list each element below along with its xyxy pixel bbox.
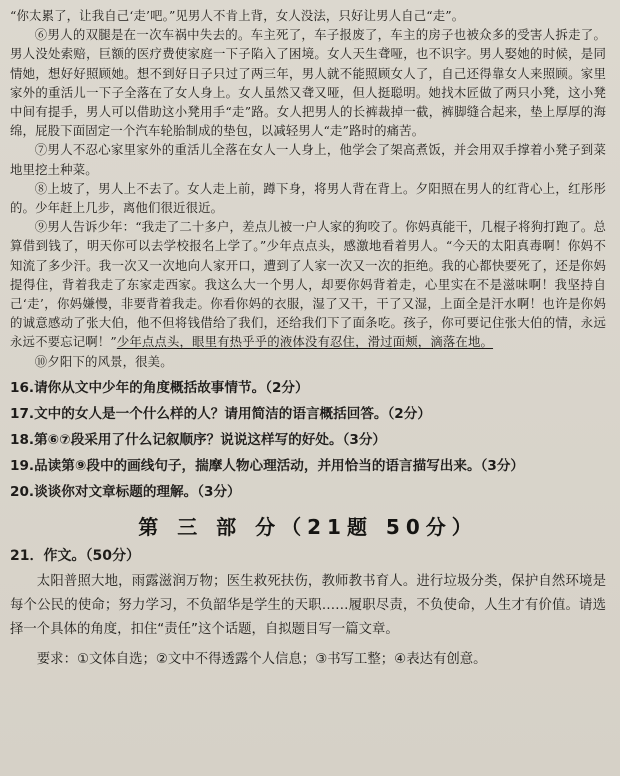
reading-passage	[10, 6, 606, 371]
question-19: 19.品读第⑨段中的画线句子，揣摩人物心理活动，并用恰当的语言描写出来。（3分）	[10, 457, 525, 474]
essay-section	[10, 544, 606, 672]
question-20: 20.谈谈你对文章标题的理解。（3分）	[10, 483, 241, 500]
passage-paragraph-7: ⑦男人不忍心家里家外的重活儿全落在女人一人身上，他学会了架高煮饭，并会用双手撑着小凳子到菜地里挖土种菜。	[10, 142, 606, 177]
questions-list	[10, 375, 606, 505]
essay-prompt: 太阳普照大地，雨露滋润万物；医生救死扶伤，教师教书育人。进行垃圾分类，保护自然环境是每个公民的使命；努力学习，不负韶华是学生的天职……履职尽责，不负使命，人生才有价值。请选择一个具体的角度，扣住“责任”这个话题，自拟题目写一篇文章。	[10, 573, 606, 637]
question-16: 16.请你从文中少年的角度概括故事情节。（2分）	[10, 379, 309, 396]
essay-heading: 21．作文。（50分）	[10, 547, 140, 564]
underlined-sentence: 少年点点头，眼里有热乎乎的液体没有忍住，滑过面颊，滴落在地。	[116, 334, 494, 350]
passage-paragraph-6: ⑥男人的双腿是在一次车祸中失去的。车主死了，车子报废了，车主的房子也被众多的受害人拆走了。男人没处索赔，巨额的医疗费使家庭一下子陷入了困境。女人天生聋哑，也不识字。男人娶她的时候，是同情她，想好好照顾她。想不到好日子只过了两三年，男人就不能照顾女人了，自己还得靠女人来照顾。家里家外的重活儿一下子全落在了女人身上。女人虽然又聋又哑，但人挺聪明。她找木匠做了两只小凳，这小凳中间有提手，男人可以借助这小凳用手“走”路。女人把男人的长裤裁掉一截，裤脚缝合起来，垫上厚厚的海绵，屁股下面固定一个汽车轮胎制成的垫包，以减轻男人“走”路时的痛苦。	[10, 27, 606, 139]
question-18: 18.第⑥⑦段采用了什么记叙顺序？说说这样写的好处。（3分）	[10, 431, 387, 448]
essay-requirements: 要求：①文体自选；②文中不得透露个人信息；③书写工整；④表达有创意。	[36, 651, 487, 667]
passage-paragraph-8: ⑧上坡了，男人上不去了。女人走上前，蹲下身，将男人背在背上。夕阳照在男人的红背心上，红彤彤的。少年赶上几步，离他们很近很近。	[10, 180, 606, 216]
passage-paragraph-1: “你太累了，让我自己‘走’吧。”见男人不肯上背，女人没法，只好让男人自己“走”。	[10, 8, 465, 23]
section-title: 第 三 部 分（21题 50分）	[138, 514, 478, 539]
passage-paragraph-10: ⑩夕阳下的风景，很美。	[34, 353, 173, 369]
passage-paragraph-9	[10, 217, 606, 351]
paragraph-9-text: ⑨男人告诉少年：“我走了二十多户，差点儿被一户人家的狗咬了。你妈真能干，几棍子将狗打跑了。总算借到钱了，明天你可以去学校报名上学了。”少年点点头，感激地看着男人。“今天的太阳真毒啊！你妈不知流了多少汗。我一次又一次地向人家开口，遭到了人家一次又一次的拒绝。我的心都快要死了，还是你妈提得住，背着我走了东家走西家。我这么大一个男人，却要你妈背着走，心里实在不是滋味啊！我坚持自己‘走’，你妈嫌慢，非要背着我走。你看你妈的衣服，湿了又干，干了又湿，上面全是汗水啊！也许是你妈的诚意感动了张大伯，他不但将钱借给了我们，还给我们下了面条吃。孩子，你可要记住张大伯的情，永远永远不要忘记啊！”	[10, 219, 606, 350]
question-17: 17.文中的女人是一个什么样的人？请用简洁的语言概括回答。（2分）	[10, 405, 431, 422]
